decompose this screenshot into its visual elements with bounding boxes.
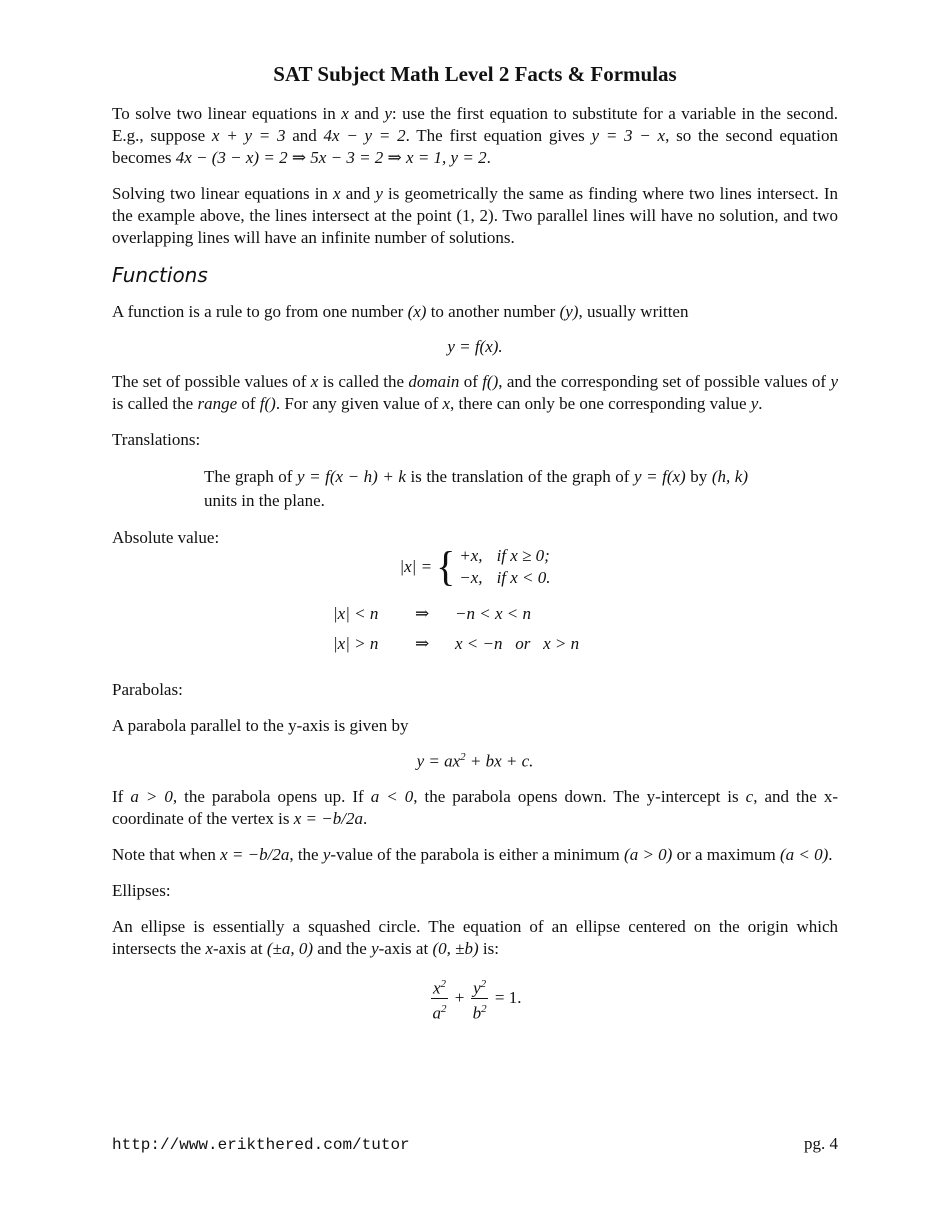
abs-lhs: |x| = bbox=[399, 557, 433, 576]
ellipses-label: Ellipses: bbox=[112, 880, 171, 900]
paragraph-parabola-intro: A parabola parallel to the y-axis is given by bbox=[112, 716, 409, 735]
paragraph-domain-range: The set of possible values of x is called the domain of f(), and the corresponding set of possible values of y is called the range of f(). For any given value of x, there can only be one corresponding value y. bbox=[112, 372, 838, 413]
absolute-value-inequalities bbox=[333, 599, 838, 659]
parabola-equation: $y = ax^2$ + bx + c. bbox=[416, 751, 534, 771]
abs-row-less: |x| < n ⇒ −n < x < n bbox=[333, 604, 531, 623]
paragraph-linear-equations: To solve two linear equations in x and y: use the first equation to substitute for a variable in the second. E.g., suppose x + y = 3 and 4x − y = 2. The first equation gives y = 3 − x, so the second equation becomes 4x − (3 − x) = 2 ⇒ 5x − 3 = 2 ⇒ x = 1, y = 2. bbox=[112, 104, 839, 167]
page-footer bbox=[112, 1134, 838, 1154]
absolute-value-definition bbox=[112, 542, 838, 591]
page-content bbox=[112, 62, 838, 1038]
function-equation: y = f(x). bbox=[447, 337, 503, 356]
abs-cases: +x, if x ≥ 0; −x, if x < 0. bbox=[459, 546, 551, 587]
parabolas-label: Parabolas: bbox=[112, 680, 183, 699]
ellipse-equation: $\frac{x^2}{a^2}$ + $\frac{y^2}{b^2}$ = 1. bbox=[112, 974, 838, 1024]
paragraph-ellipse: An ellipse is essentially a squashed circle. The equation of an ellipse centered on the origin which intersects the x-axis at (±a, 0) and the y-axis at (0, ±b) is: bbox=[112, 916, 838, 958]
footer-url[interactable]: http://www.erikthered.com/tutor bbox=[112, 1136, 410, 1154]
paragraph-function-definition: A function is a rule to go from one number (x) to another number (y), usually written bbox=[112, 302, 689, 321]
page-title: SAT Subject Math Level 2 Facts & Formulas bbox=[273, 62, 677, 86]
translations-label: Translations: bbox=[112, 430, 201, 449]
paragraph-parabola-extremum: Note that when x = −b/2a, the y-value of the parabola is either a minimum (a > 0) or a maximum (a < 0). bbox=[112, 844, 833, 864]
paragraph-parabola-direction: If a > 0, the parabola opens up. If a < 0, the parabola opens down. The y-intercept is c, and the x-coordinate of the vertex is x = −b/2a. bbox=[112, 786, 838, 828]
absolute-value-label: Absolute value: bbox=[112, 528, 220, 547]
brace-icon: { bbox=[436, 542, 456, 591]
page-number: pg. 4 bbox=[804, 1134, 838, 1153]
abs-row-greater: |x| > n ⇒ x < −n or x > n bbox=[333, 634, 580, 653]
translation-quote: The graph of y = f(x − h) + k is the translation of the graph of y = f(x) by (h, k) units in the plane. bbox=[204, 467, 748, 510]
fraction-y-over-b: $\frac{y^2}{b^2}$ bbox=[471, 974, 489, 1024]
paragraph-geometric-interpretation: Solving two linear equations in x and y is geometrically the same as finding where two lines intersect. In the example above, the lines intersect at the point (1, 2). Two parallel lines will have no solution, and two overlapping lines will have an infinite number of solutions. bbox=[112, 184, 839, 247]
section-heading-functions: Functions bbox=[112, 263, 208, 287]
fraction-x-over-a: $\frac{x^2}{a^2}$ bbox=[431, 974, 449, 1024]
